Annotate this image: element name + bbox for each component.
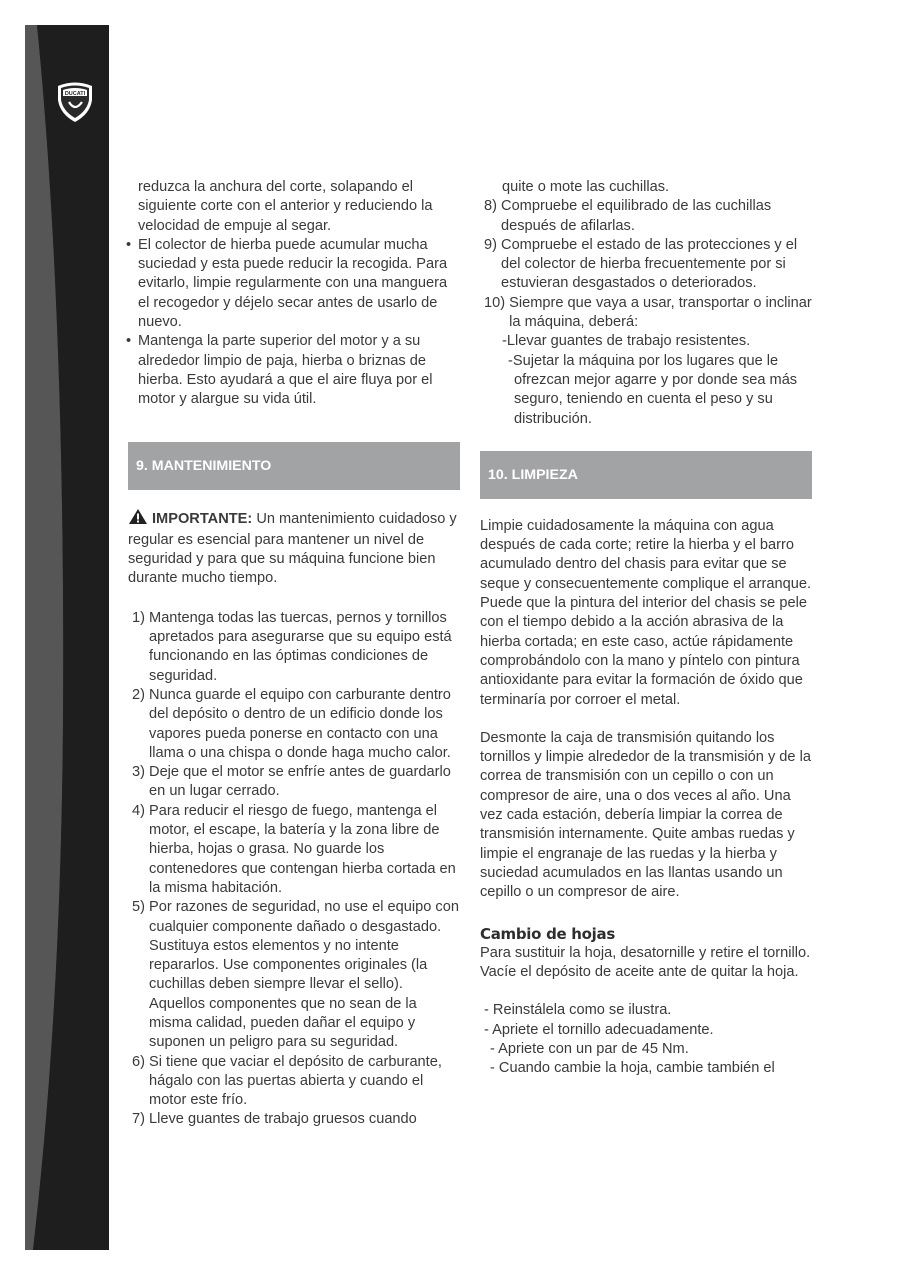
sub-item: -Llevar guantes de trabajo resistentes. (502, 333, 751, 350)
bullet-item: • Mantenga la parte superior del motor y a su alrededor limpio de paja, hierba o briznas de hierba. Esto ayudará a que el aire fluya por el motor y alargue su vida útil. (126, 332, 460, 409)
paragraph: Desmonte la caja de transmisión quitando los tornillos y limpie alrededor de la transmisión y de la correa de transmisión con un cepillo o con un compresor de aire, una o dos veces al año. Una vez cada estación, debería limpiar la correa de transmisión internamente. Quite ambas ruedas y limpie el engranaje de las ruedas y la hierba y suciedad acumulados en las llantas usando un cepillo o un compresor de aire. (480, 729, 811, 901)
left-column (128, 178, 460, 1130)
list-item: 10) Siempre que vaya a usar, transportar o inclinar la máquina, deberá: (484, 294, 812, 331)
list-item: 8) Compruebe el equilibrado de las cuchillas después de afilarlas. (484, 198, 772, 234)
section-header-mantenimiento: 9. MANTENIMIENTO (128, 442, 460, 490)
right-column (480, 178, 812, 1079)
list-item: 9) Compruebe el estado de las protecciones y el del colector de hierba frecuentemente por si estuvieran desgastados o deteriorados. (484, 236, 798, 292)
important-note (128, 508, 460, 589)
subheading: Cambio de hojas (480, 924, 615, 943)
warning-icon (128, 508, 148, 531)
bullet-item: • El colector de hierba puede acumular mucha suciedad y esta puede reducir la recogida. Para evitarlo, limpie regularmente con una manguera el recogedor y déjelo secar antes de usarlo de nuevo. (126, 236, 460, 332)
paragraph: Limpie cuidadosamente la máquina con agua después de cada corte; retire la hierba y el barro acumulado dentro del chasis para evitar que se seque y consecuentemente complique el arranque. Puede que la pintura del interior del chasis se pele con el tiempo debido a la acción abrasiva de la hierba cortada; en este caso, actúe rápidamente comprobándolo con la mano y píntelo con pintura antioxidante para evitar la formación de óxido que terminaría por corroer el metal. (480, 517, 812, 708)
sub-item: -Sujetar la máquina por los lugares que le ofrezcan mejor agarre y por donde sea más seguro, teniendo en cuenta el peso y su distribución. (508, 352, 798, 427)
list-item: 5) Por razones de seguridad, no use el equipo con cualquier componente dañado o desgastado. Sustituya estos elementos y no intente repararlos. Use componentes originales (la cuchillas deben siempre llevar el sello). Aquellos componentes que no sean de la misma calidad, pueden dañar el equipo y suponen un peligro para su seguridad. (132, 899, 459, 1051)
list-item: 7) Lleve guantes de trabajo gruesos cuando (132, 1111, 417, 1128)
svg-text:DUCATI: DUCATI (64, 91, 86, 97)
paragraph: Para sustituir la hoja, desatornille y retire el tornillo. Vacíe el depósito de aceite ante de quitar la hoja. (480, 944, 811, 981)
dash-item: - Reinstálela como se ilustra. (484, 1002, 672, 1019)
ducati-logo (55, 80, 95, 124)
list-item: 2) Nunca guarde el equipo con carburante dentro del depósito o dentro de un edificio donde los vapores pueda ponerse en contacto con una llama o una chispa o donde haga mucho calor. (132, 686, 451, 761)
dash-item: - Cuando cambie la hoja, cambie también el (490, 1060, 775, 1077)
dash-item: - Apriete el tornillo adecuadamente. (484, 1021, 714, 1038)
continuation-text: quite o mote las cuchillas. (502, 179, 670, 195)
dash-item: - Apriete con un par de 45 Nm. (490, 1040, 689, 1057)
page-sidebar (25, 25, 109, 1250)
important-text: Un mantenimiento cuidadoso y regular es esencial para mantener un nivel de seguridad y para que su máquina funcione bien durante mucho tiempo. (128, 510, 457, 587)
section-header-limpieza: 10. LIMPIEZA (480, 451, 812, 499)
sidebar-band (25, 25, 109, 1250)
list-item: 3) Deje que el motor se enfríe antes de guardarlo en un lugar cerrado. (132, 764, 451, 800)
important-label: IMPORTANTE: (152, 510, 253, 527)
list-item: 6) Si tiene que vaciar el depósito de carburante, hágalo con las puertas abierta y cuando el motor este frío. (132, 1053, 442, 1109)
list-item: 1) Mantenga todas las tuercas, pernos y tornillos apretados para asegurarse que su equipo está funcionando en las óptimas condiciones de seguridad. (132, 609, 452, 684)
continuation-text: reduzca la anchura del corte, solapando el siguiente corte con el anterior y reduciendo la velocidad de empuje al segar. (138, 179, 433, 234)
list-item: 4) Para reducir el riesgo de fuego, mantenga el motor, el escape, la batería y la zona libre de hierba, hojas o grasa. No guarde los contenedores que contengan hierba cortada en la misma habitación. (132, 802, 456, 896)
